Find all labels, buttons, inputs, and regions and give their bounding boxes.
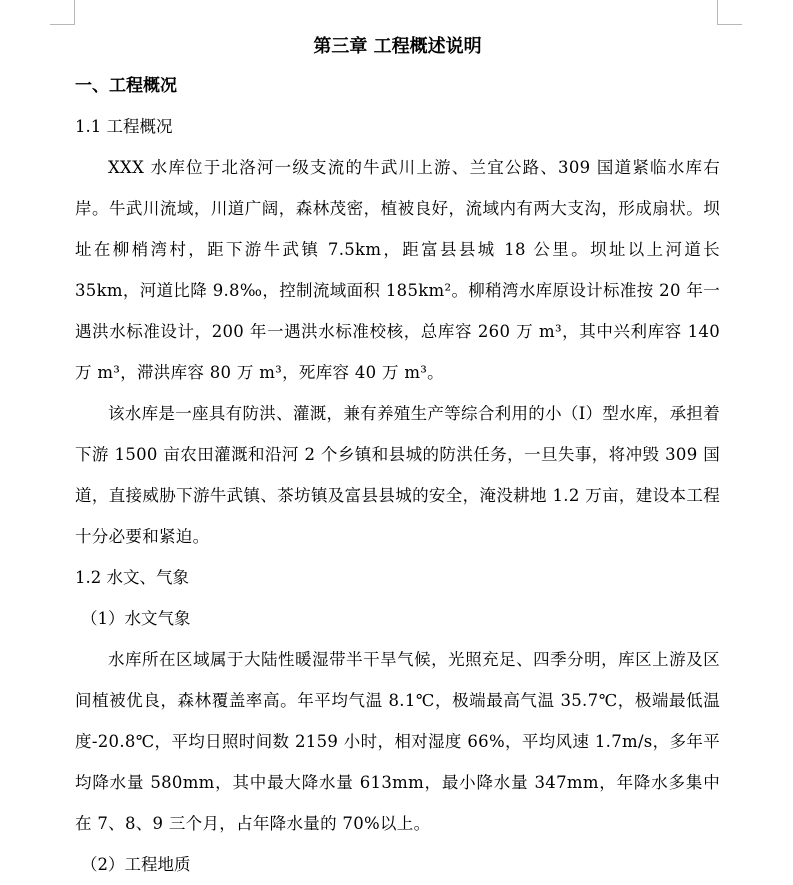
item-label: （1）水文气象 xyxy=(81,609,191,628)
chapter-title: 第三章 工程概述说明 xyxy=(313,36,482,57)
body-paragraph: 该水库是一座具有防洪、灌溉，兼有养殖生产等综合利用的小（I）型水库，承担着下游 1500 亩农田灌溉和沿河 2 个乡镇和县城的防洪任务，一旦失事，将冲毁 309 国道，直接威胁下游牛武镇、茶坊镇及富县县城的安全，淹没耕地 1.2 万亩，建设本工程十分必要和紧迫。 xyxy=(75,404,720,546)
body-paragraph: 水库所在区域属于大陆性暖湿带半干旱气候，光照充足、四季分明，库区上游及区间植被优良，森林覆盖率高。年平均气温 8.1℃，极端最高气温 35.7℃，极端最低温度-20.8℃，平均日照时间数 2159 小时，相对湿度 66%，平均风速 1.7m/s，多年平均降水量 580mm，其中最大降水量 613mm，最小降水量 347mm，年降水多集中在 7、8、9 三个月，占年降水量的 70%以上。 xyxy=(75,650,720,833)
body-paragraph: XXX 水库位于北洛河一级支流的牛武川上游、兰宜公路、309 国道紧临水库右岸。牛武川流域，川道广阔，森林茂密，植被良好，流域内有两大支沟，形成扇状。坝址在柳梢湾村，距下游牛武镇 7.5km，距富县县城 18 公里。坝址以上河道长 35km，河道比降 9.8‰，控制流域面积 185km²。柳稍湾水库原设计标准按 20 年一遇洪水标准设计，200 年一遇洪水标准校核，总库容 260 万 m³，其中兴利库容 140 万 m³，滞洪库容 80 万 m³，死库容 40 万 m³。 xyxy=(75,158,720,382)
margin-corner-mark-right xyxy=(717,0,742,25)
item-label: （2）工程地质 xyxy=(81,855,191,874)
subsection-heading: 1.1 工程概况 xyxy=(75,117,173,136)
margin-corner-mark-left xyxy=(50,0,75,25)
subsection-heading: 1.2 水文、气象 xyxy=(75,568,189,587)
section-heading: 一、工程概况 xyxy=(75,76,177,96)
document-body xyxy=(75,28,720,885)
